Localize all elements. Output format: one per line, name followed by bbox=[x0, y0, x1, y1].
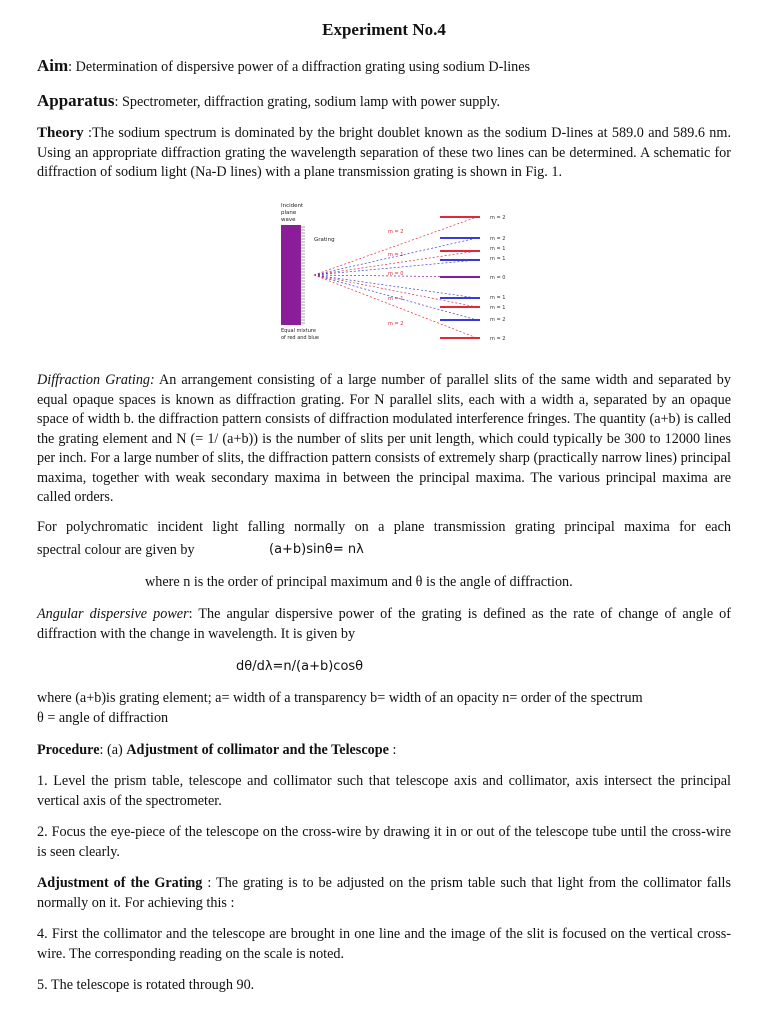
polychromatic-line-2 bbox=[37, 541, 731, 561]
aim-text: : Determination of dispersive power of a diffraction grating using sodium D-lines bbox=[68, 59, 531, 75]
dispersive-power-equation: dθ/dλ=n/(a+b)cosθ bbox=[236, 659, 364, 674]
where-definitions-line-1: where (a+b)is grating element; a= width of a transparency b= width of an opacity n= order of the spectrum bbox=[37, 690, 643, 706]
grating-equation: (a+b)sinθ= nλ bbox=[269, 542, 364, 557]
aim-label: Aim bbox=[37, 56, 69, 75]
diffraction-figure bbox=[270, 197, 520, 349]
order-label-7: m = 1 bbox=[490, 305, 506, 311]
ray-red-up-2 bbox=[314, 217, 477, 275]
polychromatic-text: spectral colour are given by bbox=[37, 542, 195, 558]
inner-label-down-1: m = 1 bbox=[388, 296, 404, 302]
procedure-heading bbox=[37, 741, 731, 761]
order-label-4: m = 1 bbox=[490, 256, 506, 262]
bottom-label-2: of red and blue bbox=[281, 335, 319, 341]
procedure-subheading: Adjustment of collimator and the Telescope bbox=[126, 742, 389, 758]
inner-label-zero: m = 0 bbox=[388, 271, 404, 277]
grating-adjustment-paragraph bbox=[37, 874, 731, 913]
bottom-label-1: Equal mixture bbox=[281, 328, 316, 334]
apparatus-text: : Spectrometer, diffraction grating, sodium lamp with power supply. bbox=[114, 94, 501, 110]
order-label-8: m = 2 bbox=[490, 317, 506, 323]
diffraction-grating-label: Diffraction Grating: bbox=[37, 372, 155, 388]
procedure-step-4: 4. First the collimator and the telescope are brought in one line and the image of the slit is focused on the vertical cross-wire. The corresponding reading on the scale is noted. bbox=[37, 926, 731, 962]
theory-label: Theory bbox=[37, 125, 84, 141]
grating-adjustment-label: Adjustment of the Grating bbox=[37, 875, 203, 891]
angular-dispersive-paragraph bbox=[37, 605, 731, 644]
where-order-line: where n is the order of principal maximum and θ is the angle of diffraction. bbox=[145, 574, 573, 590]
procedure-colon: : bbox=[388, 742, 397, 758]
inner-label-down-2: m = 2 bbox=[388, 321, 404, 327]
grating-label: Grating bbox=[314, 237, 335, 243]
angular-dispersive-text: : The angular dispersive power of the grating is defined as the rate of change of angle of diffraction with the change in wavelength. It is given by bbox=[37, 606, 732, 642]
incident-label-2: plane bbox=[281, 210, 297, 216]
order-label-3: m = 1 bbox=[490, 246, 506, 252]
diffraction-grating-text: An arrangement consisting of a large number of parallel slits of the same width and separated by equal opaque spaces is known as diffraction grating. For N parallel slits, each with a width a, separated by an opaque space of width b. the diffraction pattern consists of diffraction modulated interference fringes. The quantity (a+b) is called the grating element and N (= 1/ (a+b)) is the number of slits per unit length, which could typically be 300 to 12000 lines per inch. For a large number of slits, the diffraction pattern consists of extremely sharp (practically narrow lines) principal maxima, together with weak secondary maxima in between the principal maxima. The various principal maxima are called orders. bbox=[37, 372, 731, 505]
ray-red-down-1 bbox=[314, 275, 477, 307]
procedure-part: : (a) bbox=[99, 742, 127, 758]
order-label-2: m = 2 bbox=[490, 236, 506, 242]
order-labels bbox=[490, 215, 505, 342]
inner-label-up-2: m = 2 bbox=[388, 229, 404, 235]
page-title: Experiment No.4 bbox=[322, 20, 446, 39]
order-label-1: m = 2 bbox=[490, 215, 506, 221]
incident-label-1: Incident bbox=[281, 203, 304, 209]
order-label-6: m = 1 bbox=[490, 295, 506, 301]
apparatus-paragraph bbox=[37, 91, 731, 113]
procedure-step-1: 1. Level the prism table, telescope and collimator such that telescope axis and collimator, axis intersect the principal vertical axis of the spectrometer. bbox=[37, 773, 731, 809]
order-label-5: m = 0 bbox=[490, 275, 506, 281]
order-label-9: m = 2 bbox=[490, 336, 506, 342]
aim-paragraph bbox=[37, 56, 731, 78]
theory-text: :The sodium spectrum is dominated by the bright doublet known as the sodium D-lines at 589.0 and 589.6 nm. Using an appropriate diffraction grating the wavelength separation of these two lines can be determined. A schematic for diffraction of sodium light (Na-D lines) with a plane transmission grating is shown in Fig. 1. bbox=[37, 125, 731, 180]
theory-paragraph bbox=[37, 124, 731, 183]
grating-adjustment-text: : The grating is to be adjusted on the prism table such that light from the collimator falls normally on it. For achieving this : bbox=[37, 875, 731, 911]
apparatus-label: Apparatus bbox=[37, 91, 115, 110]
spectral-lines bbox=[440, 217, 480, 338]
diffraction-grating-paragraph bbox=[37, 371, 731, 508]
grating-bar bbox=[281, 225, 301, 325]
angular-dispersive-label: Angular dispersive power bbox=[37, 606, 189, 622]
incident-label-3: wave bbox=[281, 217, 296, 223]
procedure-label: Procedure bbox=[37, 742, 100, 758]
inner-label-up-1: m = 1 bbox=[388, 252, 404, 258]
where-definitions-line-2: θ = angle of diffraction bbox=[37, 710, 169, 726]
procedure-step-2: 2. Focus the eye-piece of the telescope on the cross-wire by drawing it in or out of the telescope tube until the cross-wire is seen clearly. bbox=[37, 824, 731, 860]
procedure-step-5: 5. The telescope is rotated through 90. bbox=[37, 977, 255, 993]
polychromatic-line-1: For polychromatic incident light falling normally on a plane transmission grating principal maxima for each bbox=[37, 519, 731, 535]
ray-blue-down-1 bbox=[314, 275, 477, 298]
